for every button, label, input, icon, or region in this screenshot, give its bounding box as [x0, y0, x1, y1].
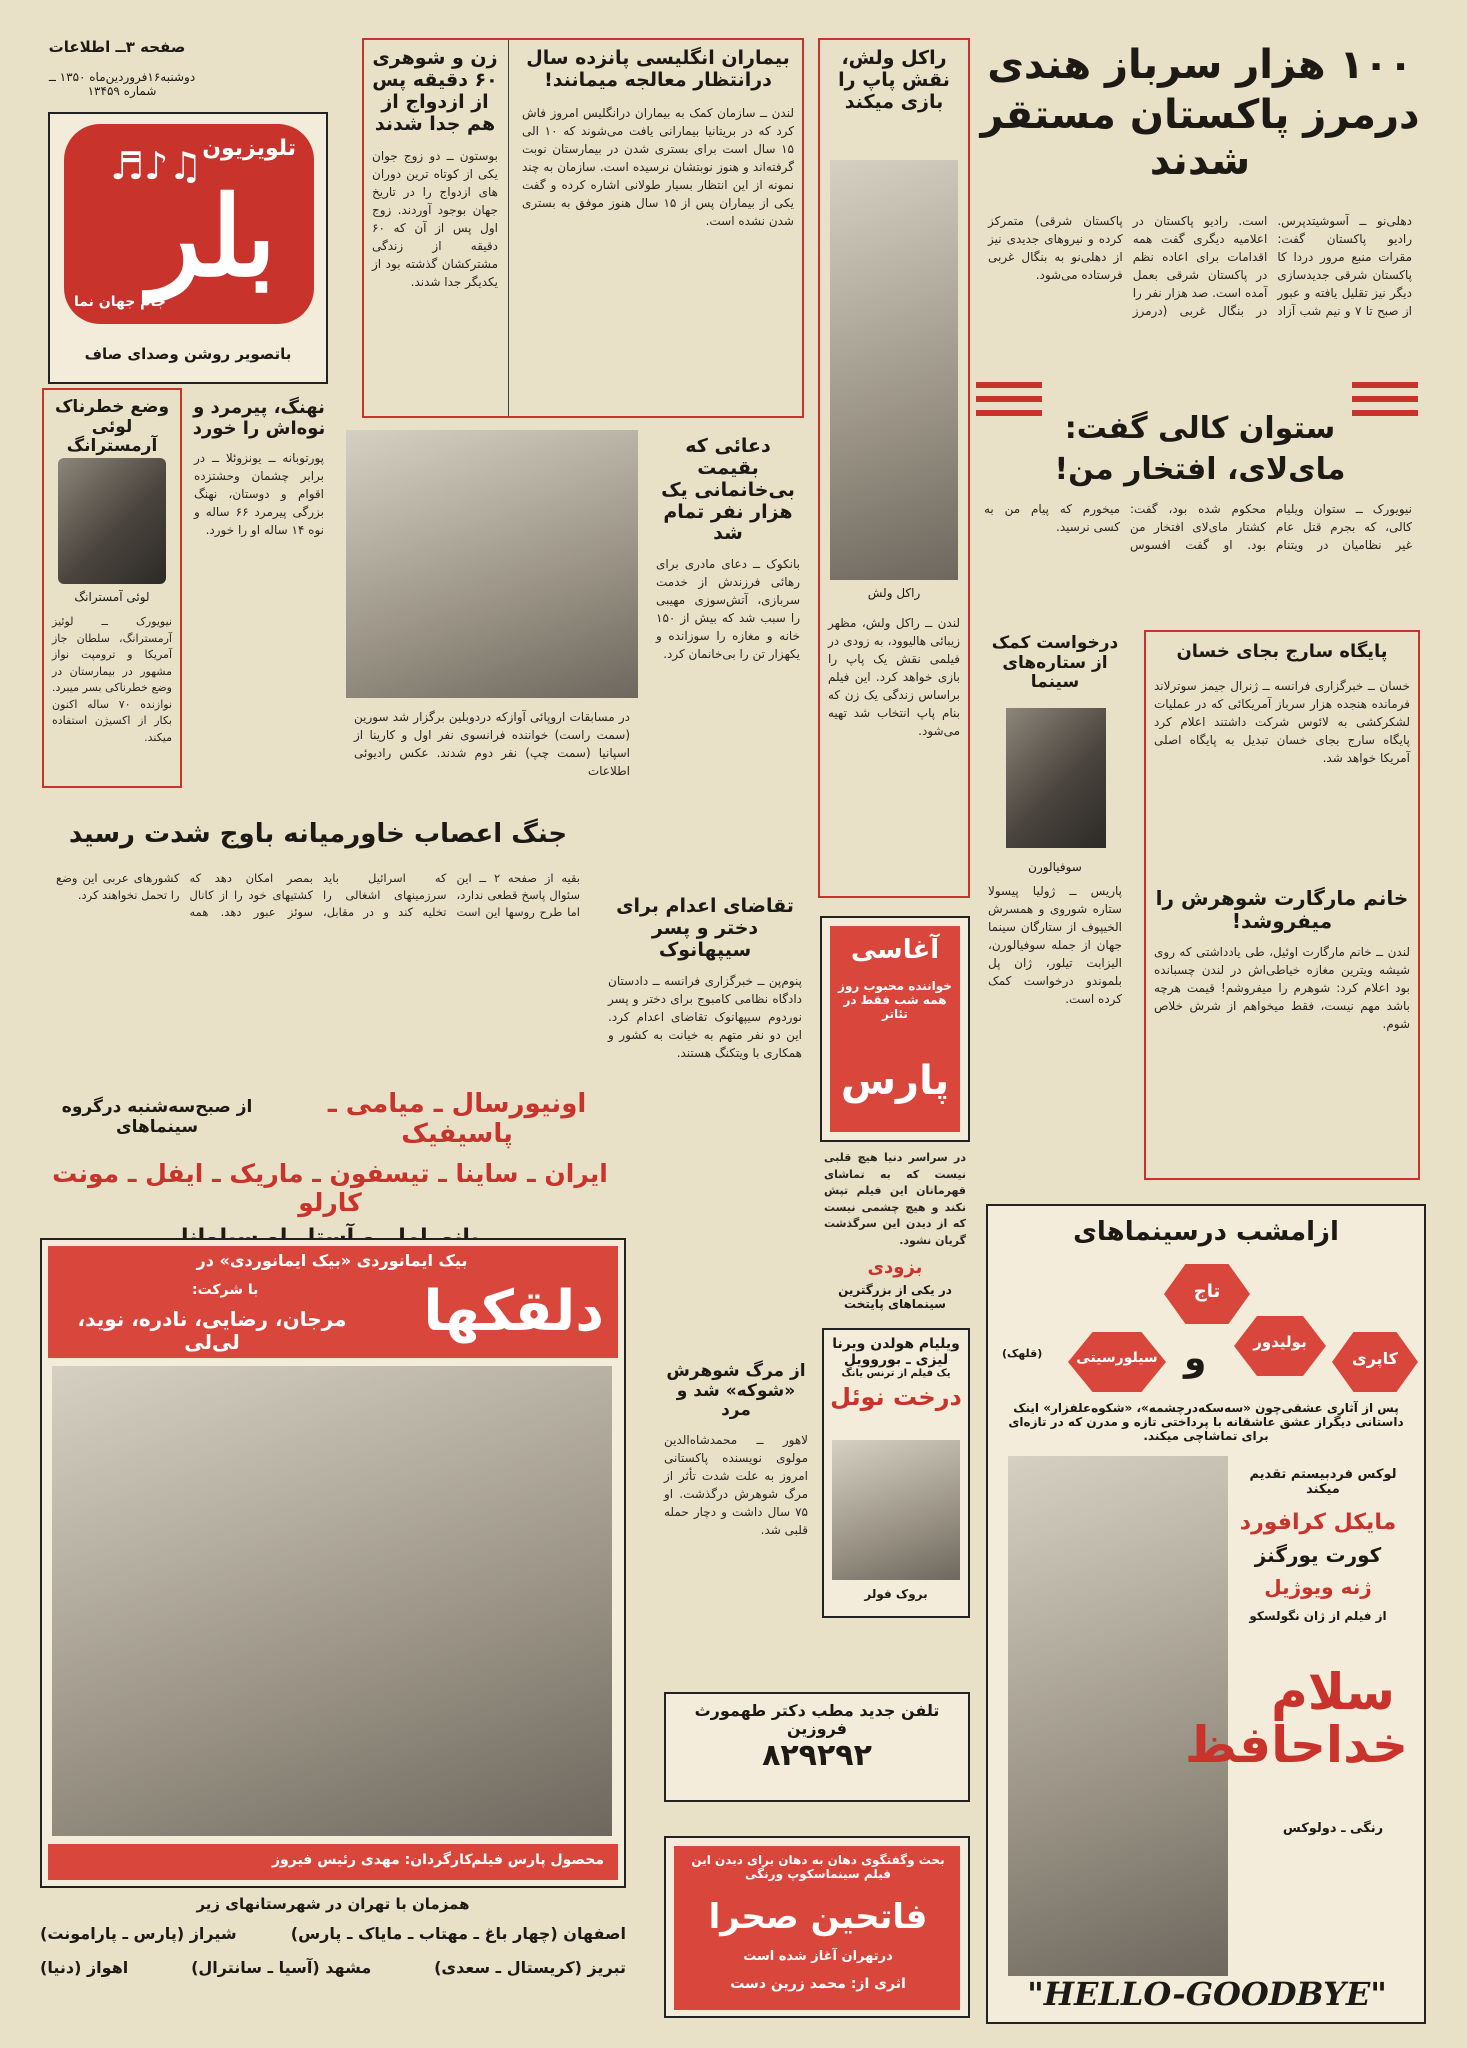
soon-text: در سراسر دنیا هیچ قلبی نیست که به تماشای قهرمانان این فیلم تپش نکند و هیچ چشمی نیست که از دیدن این سرگذشت گریان نشود. [824, 1151, 966, 1247]
calley-story [1050, 412, 1350, 487]
clowns-producers: بیک ایمانوردی «بیک ایمانوردی» در [196, 1251, 468, 1270]
cinema-line-1: از صبح‌سه‌شنبه درگروه سینماهای [61, 1097, 253, 1137]
aghasi-ad [820, 916, 970, 1142]
patients-headline: بیماران انگلیسی پانزده سال درانتظار معالجه میمانند! [526, 47, 790, 91]
holden-ad [822, 1328, 970, 1618]
singers-caption: در مسابقات اروپائی آوازکه دردوبلین برگزار شد سورین (سمت راست) خواننده فرانسوی نفر اول و کارینا از اسپانیا (سمت چپ) نفر دوم شدند. عکس رادیوئی اطلاعات [354, 710, 630, 778]
page-label: صفحه ۳ــ اطلاعات [48, 38, 186, 56]
whale-story [186, 392, 332, 782]
red-stripe [1352, 396, 1418, 402]
desert-ad [664, 1836, 970, 2018]
patients-story [514, 40, 802, 416]
tv-slogan: جام جهان نما [74, 294, 166, 310]
raquel-body: لندن ــ راکل ولش، مظهر زیبائی هالیوود، به زودی در فیلمی نقش یک پاپ را بازی خواهد کرد. این فیلم براساس زندگی یک زن که بنام پاپ انتخاب شد تهیه می‌شود. [828, 616, 960, 738]
hello-qolhak: (قلهک) [1002, 1347, 1043, 1360]
husband-story [656, 1356, 816, 1676]
clowns-studio: محصول پارس فیلم [471, 1852, 604, 1868]
desert-note: درتهران آغاز شده است [743, 1949, 893, 1964]
hello-presenter: لوکس فردبیستم تقدیم میکند [1249, 1467, 1397, 1497]
execution-body: پنوم‌پن ــ خبرگزاری فرانسه ــ دادستان دادگاه نظامی کامبوج برای دختر و پسر نوردوم سیپهانوک تقاضای اعدام کرد. این دو نفر متهم به خیانت به کشور و همکاری با ویتکنگ هستند. [608, 973, 802, 1060]
cinema-brand: اونیورسال ـ میامی ـ پاسیفیک [327, 1089, 587, 1149]
patients-body: لندن ــ سازمان کمک به بیماران درانگلیس امروز فاش کرد که در بریتانیا بیمارانی یافت می‌شوند که ۱۰ الی ۱۵ سال است برای بستری شدن در بیمارستان نوبت گرفته‌اند و هنوز نوبتشان نرسیده است. سازمان به چند نمونه از این انتظار بسیار طولانی اشاره کرده و گفت یکی از بیماران پس از ۱۵ سال هنوز موفق به بستری شدن نشده است. [522, 105, 794, 228]
cinema-3: بولیدور [1253, 1333, 1307, 1351]
red-stripe [976, 410, 1042, 416]
hello-and: و [1184, 1338, 1207, 1379]
holden-stars: ویلیام هولدن ویرنا لیزی ـ بوروویل [832, 1336, 960, 1369]
raquel-photo [830, 160, 958, 580]
red-stripe [1352, 410, 1418, 416]
desert-author: اثری از: محمد زرین دست [730, 1976, 906, 1992]
hello-director: از فیلم از ژان نگولسکو [1249, 1609, 1387, 1623]
calley-headline-2: مای‌لای، افتخار من! [1054, 451, 1346, 487]
clowns-cast: مرجان، رضایی، نادره، نوید، لی‌لی [77, 1307, 347, 1354]
clowns-photo [52, 1366, 612, 1836]
raquel-caption: راکل ولش [867, 586, 921, 600]
cities-4: مشهد (آسیا ـ سانترال) [191, 1958, 372, 1977]
cinema-4: سیلورسیتی [1076, 1350, 1158, 1366]
sorbon-story [364, 40, 506, 416]
hello-color: رنگی ـ دولوکس [1282, 1821, 1384, 1836]
fire-story [648, 430, 808, 820]
request-body: پاریس ــ ژولیا پیسولا ستاره شوروی و همسرش الخیپوف از ستارگان سینما جهان از جمله سوفیالورن، الیزابت تیلور، ژان پل بلموندو درخواست کمک کرده است. [988, 884, 1122, 1006]
clowns-with: با شرکت: [192, 1282, 259, 1298]
soon-ad [820, 1148, 970, 1258]
lead-body: دهلی‌نو ــ آسوشیتدپرس. رادیو پاکستان گفت: مقرات منبع مرور دردا کا پاکستان شرقی جدیدسازی دیگر نیز تقلیل یافته و عبور از صبح تا ۷ و نیم شب آزاد است. رادیو پاکستان در اعلامیه دیگری گفت همه اقدامات برای اعاده نظم در پاکستان شرقی بعمل آمده است. صد هزار نفر را در بنگال غربی (درمرز پاکستان شرقی) متمرکز کرده و نیروهای جدیدی نیز از دهلی‌نو به بنگال غربی فرستاده می‌شود. [988, 214, 1412, 318]
cinema-1: تاج [1193, 1281, 1221, 1302]
marcos-headline: خانم مارگارت شوهرش را میفروشد! [1155, 885, 1409, 933]
sorbon-headline: زن و شوهری ۶۰ دقیقه پس از ازدواج از هم جدا شدند [372, 47, 498, 135]
cities-3: تبریز (کریستال ـ سعدی) [434, 1958, 626, 1977]
soon-label: بزودی [867, 1257, 923, 1278]
aghasi-subtitle: خواننده محبوب روز همه شب فقط در تئاتر [838, 979, 952, 1021]
hello-tonight: ازامشب درسینماهای [1073, 1217, 1339, 1247]
whale-headline: نهنگ، پیرمرد و نوه‌اش را خورد [192, 397, 326, 439]
base-headline: پایگاه سارج بجای خسان [1176, 641, 1388, 662]
fire-body: بانکوک ــ دعای مادری برای رهائی فرزندش از خدمت سربازی، آتش‌سوزی مهیبی را سبب شد که بیش از ۱۵۰ خانه و مغازه را سوزانده و یکهزار تن را بی‌خانمان کرد. [656, 557, 800, 662]
singers-photo [346, 430, 638, 698]
hello-star-1: مایکل کرافورد [1239, 1510, 1397, 1535]
lead-story [980, 42, 1420, 426]
fire-headline: دعائی که بقیمت بی‌خانمانی یک هزار نفر تمام شد [661, 435, 795, 545]
cinema-2: کاپری [1352, 1349, 1398, 1368]
hello-goodbye-ad [986, 1204, 1426, 2024]
husband-body: لاهور ــ محمدشاه‌الدین مولوی نویسنده پاکستانی امروز به علت شدت تأثر از مرگ شوهرش درگذشت. او ۷۵ سال داشت و دچار حمله قلبی شد. [664, 1432, 808, 1537]
cinema-line-2: ایران ـ ساینا ـ تیسفون ـ ماریک ـ ایفل ـ مونت کارلو [52, 1158, 608, 1217]
red-stripe [976, 396, 1042, 402]
execution-headline: تقاضای اعدام برای دختر و پسر سیپهانوک [616, 895, 794, 961]
sorbon-body: بوستون ــ دو زوج جوان یکی از کوتاه ترین دوران های ازدواج را در تاریخ جهان بوجود آوردند. زوج اول پس از آن که ۶۰ دقیقه از زندگی مشترکشان گذشته بود از یکدیگر جدا شدند. [372, 149, 498, 290]
raquel-story [818, 38, 970, 898]
loren-caption: سوفیالورن [1028, 860, 1082, 874]
cinema-list [30, 1090, 630, 1251]
hello-blurb: پس از آثاری عشقی‌چون «سه‌سکه‌درچشمه»، «شکوه‌علفزار» اینک داستانی دیگراز عشق عاشقانه با پرداختی تازه و مدرن که در تازه‌ای برای تماشاچی میکند. [1008, 1401, 1404, 1443]
hello-title-en: "HELLO-GOODBYE" [1027, 1975, 1387, 2013]
tv-ad [48, 112, 328, 384]
raquel-headline: راکل ولش، نقش پاپ را بازی میکند [838, 47, 950, 113]
cities-row-1 [40, 1924, 626, 1943]
column-rule [508, 40, 509, 416]
armstrong-photo [58, 458, 166, 584]
hello-star-3: ژنه ویوژیل [1264, 1575, 1372, 1599]
lead-headline-1: ۱۰۰ هزار سرباز هندی [987, 42, 1413, 88]
armstrong-caption: لوئی آمسترانگ [74, 590, 150, 604]
aghasi-venue: پارس [840, 1058, 950, 1104]
right-box [1144, 630, 1420, 1180]
cities-5: اهواز (دنیا) [40, 1958, 129, 1977]
holden-director: یک فیلم از ترنس یانگ [841, 1368, 951, 1380]
whale-body: پورتوبانه ــ یونزوئلا ــ در برابر چشمان وحشتزده اقوام و دوستان، نهنگ بزرگی پیرمرد ۶۶ ساله و نوه ۱۴ ساله او را خورد. [194, 451, 324, 538]
armstrong-body: نیویورک ــ لوئیز آرمسترانگ، سلطان جاز آمریکا و ترومپت نواز مشهور در بیمارستان در وضع خطرناکی بسر میبرد. نوازنده ۷۰ ساله اکنون بکار از اکسیژن استفاده میکند. [52, 615, 172, 744]
tv-brand: بلر [148, 172, 276, 301]
request-headline: درخواست کمک از ستاره‌های سینما [991, 633, 1119, 693]
tv-kicker: تلویزیون [202, 136, 296, 161]
hello-star-2: کورت یورگنز [1254, 1543, 1382, 1567]
cities-1: اصفهان (چهار باغ ـ مهتاب ـ مایاک ـ پارس) [290, 1924, 626, 1943]
desert-tagline: بحث وگفتگوی دهان به دهان برای دیدن این فیلم سینماسکوپ ورنگی [691, 1853, 945, 1881]
aghasi-name: آغاسی [850, 935, 940, 965]
middle-stories-box [362, 38, 804, 418]
music-notes-icon: ♫♪♬ [110, 144, 203, 188]
cities-header: همزمان با تهران در شهرستانهای زیر [196, 1895, 470, 1913]
hello-title-fa: سلام خداحافظ [1184, 1663, 1408, 1774]
clowns-ad [40, 1238, 626, 1888]
armstrong-headline: وضع خطرناک لوئی آرمسترانگ [54, 397, 170, 457]
red-stripe [976, 382, 1042, 388]
cities-2: شیراز (پارس ـ پارامونت) [40, 1924, 237, 1943]
holden-title: درخت نوئل [830, 1382, 962, 1411]
cities-row-2 [40, 1958, 626, 1977]
request-story [980, 628, 1130, 1188]
doctor-line-2: فروزین [787, 1719, 847, 1739]
war-body: بقیه از صفحه ۲ ــ این سئوال پاسخ قطعی ندارد، اما طرح روسها این است که اسرائیل باید سرزمینهای اشغالی را تخلیه کند و در مقابل، بمصر امکان دهد که کشتیهای خود را از کانال سوئز عبور دهد. همه کشورهای عربی این وضع را تحمل نخواهند کرد. [56, 870, 581, 920]
loren-photo [1006, 708, 1106, 848]
red-stripe [1352, 382, 1418, 388]
marcos-body: لندن ــ خانم مارگارت اوئیل، طی یادداشتی که روی شیشه ویترین مغازه خیاطی‌اش در لندن چسبانده بود اعلام کرد: شوهرم را میفروشم! قیمت هرچه باشد مهم نیست، فقط میخواهم از شرش خلاص شوم. [1154, 944, 1410, 1031]
holden-studio: بروک فولر [864, 1587, 928, 1601]
war-story [48, 820, 588, 1054]
lead-headline-2: درمرز پاکستان مستقر شدند [980, 92, 1420, 184]
issue-date: دوشنبه۱۶فروردین‌ماه ۱۳۵۰ ــ شماره ۱۳۴۵۹ [48, 70, 196, 98]
base-body: خسان ــ خبرگزاری فرانسه ــ ژنرال جیمز سوترلاند فرمانده هنجده هزار سرباز آمریکائی که در عملیات لشکرکشی به لائوس شرکت داشتند اعلام کرد پایگاه سارج بجای خسان تبدیل به پایگاه اصلی آمریکا خواهد شد. [1154, 678, 1410, 765]
doctor-line-1: تلفن جدید مطب دکتر طهمورث [694, 1701, 940, 1720]
doctor-ad [664, 1692, 970, 1802]
soon-where: در یکی از بزرگترین سینماهای پایتخت [838, 1283, 952, 1311]
holden-photo [832, 1440, 960, 1580]
calley-body: نیویورک ــ ستوان ویلیام کالی، که بجرم قتل عام غیر نظامیان در ویتنام محکوم شده بود، گفت: کشتار مای‌لای افتخار من بود. او گفت افسوس میخورم که پیام من به کسی نرسید. [984, 502, 1412, 552]
husband-headline: از مرگ شوهرش «شوکه» شد و مرد [666, 1361, 806, 1421]
doctor-phone: ۸۲۹۲۹۲ [762, 1737, 872, 1773]
armstrong-story [42, 388, 182, 788]
clowns-director: کارگردان: مهدی رئیس فیروز [272, 1852, 473, 1868]
execution-story [600, 890, 810, 1350]
clowns-title: دلقکها [423, 1279, 604, 1344]
tv-footer: باتصویر روشن وصدای صاف [84, 345, 292, 363]
war-headline: جنگ اعصاب خاورمیانه باوج شدت رسید [68, 819, 568, 849]
calley-headline-1: ستوان کالی گفت: [1064, 411, 1336, 446]
desert-title: فاتحین صحرا [708, 1897, 928, 1937]
